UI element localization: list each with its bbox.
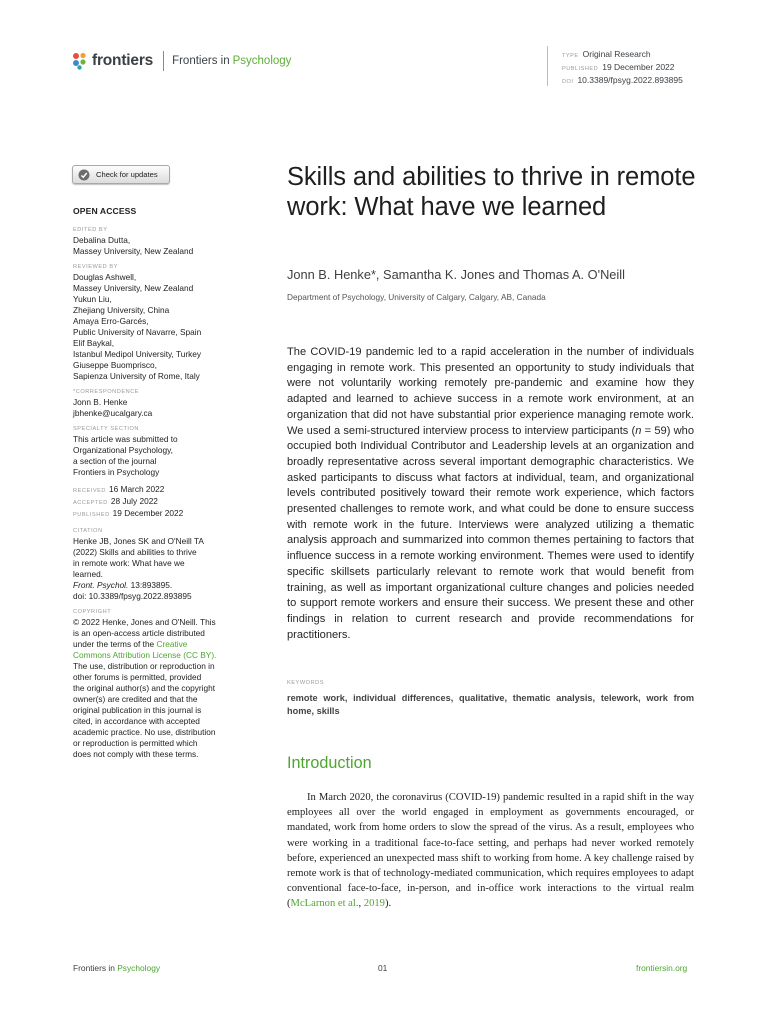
open-access-label: OPEN ACCESS xyxy=(73,206,137,216)
correspondence-section: *CORRESPONDENCE Jonn B. Henke jbhenke@ucalgary.ca xyxy=(73,388,243,419)
introduction-paragraph: In March 2020, the coronavirus (COVID-19) pandemic resulted in a rapid shift in the way employees all over the world engaged in employment as governments encouraged, or mandated, work from home orders to slow the spread of the virus. As a result, employees who were working in a traditional face-to-face setting, and perhaps had never worked remotely before, experienced an unexpected mass shift to working from home. A key challenge raised by remote work is that of technology-mediated communication, which requires employees to adapt conventional face-to-face, in-person, and in-office work interactions to the virtual realm (McLarnon et al., 2019). xyxy=(287,792,694,910)
keywords-label: KEYWORDS xyxy=(287,680,325,686)
article-sidebar xyxy=(73,206,243,760)
date-published: PUBLISHED 19 December 2022 xyxy=(73,508,184,518)
check-updates-icon xyxy=(78,169,90,181)
introduction-heading: Introduction xyxy=(287,754,372,772)
abstract: The COVID-19 pandemic led to a rapid acceleration in the number of individuals engaging in remote work. This presented an opportunity to study individuals that were not voluntarily working remotely pre-pandemic and examine how they adapted and learned to achieve success in a remote work environment, at an organization that did not have substantial prior experience managing remote work. We used a semi-structured interview process to interview participants (n = 59) who occupied both Individual Contributor and Leadership levels at an organization and broadly representative across several important demographic characteristics. We asked participants to discuss what factors at individual, team, and organizational levels contributed positively toward their remote work experience, which factors presented challenges to remote work, and what could be done to ensure success with remote work in the future. Interviews were analyzed utilizing a thematic analysis approach and summarized into common themes pertaining to factors that influence success in a remote working environment. Themes were used to identify specific skillsets particularly relevant to remote work that would benefit from training, as well as important organizational culture changes and policies needed to support remote workers and ensure their success. We present these and other findings in relation to current research and provide recommendations for practitioners. xyxy=(287,346,694,641)
author-affiliation: Department of Psychology, University of Calgary, Calgary, AB, Canada xyxy=(287,292,546,302)
check-for-updates-button[interactable] xyxy=(72,165,170,184)
journal-brand xyxy=(72,50,291,72)
frontiers-logo-icon xyxy=(72,52,88,70)
meta-published: PUBLISHED 19 December 2022 xyxy=(562,62,675,72)
article-title: Skills and abilities to thrive in remote work: What have we learned xyxy=(287,163,696,221)
edited-by-section: EDITED BY Debalina Dutta, Massey University, New Zealand xyxy=(73,227,194,256)
brand-name: frontiers xyxy=(92,52,154,69)
meta-doi: DOI 10.3389/fpsyg.2022.893895 xyxy=(562,75,683,85)
specialty-section: SPECIALTY SECTION This article was submitted to Organizational Psychology, a section of the journal Frontiers in Psychology xyxy=(73,426,178,477)
meta-type: TYPE Original Research xyxy=(562,49,651,59)
article-meta xyxy=(562,49,683,88)
footer-site-link[interactable]: frontiersin.org xyxy=(636,963,688,973)
journal-name[interactable]: Psychology xyxy=(232,55,292,67)
footer-journal: Frontiers in Psychology xyxy=(73,963,161,973)
footer-journal-link[interactable]: Psychology xyxy=(117,963,161,973)
reviewed-by-section: REVIEWED BY Douglas Ashwell, Massey University, New Zealand Yukun Liu, Zhejiang University, China Amaya Erro-Garcés, Public University of Navarre, Spain Elif Baykal, Istanbul Medipol University, Turkey Giuseppe Buomprisco, Sapienza University of Rome, Italy xyxy=(73,264,202,381)
date-received: RECEIVED 16 March 2022 xyxy=(73,484,165,494)
article-authors: Jonn B. Henke*, Samantha K. Jones and Thomas A. O'Neill xyxy=(287,267,625,282)
cc-license-link[interactable]: Creative xyxy=(156,639,188,649)
date-accepted: ACCEPTED 28 July 2022 xyxy=(73,496,158,506)
citation-section: CITATION Henke JB, Jones SK and O'Neill TA (2022) Skills and abilities to thrive in remote work: What have we learned. Front. Psychol. 13:893895. doi: 10.3389/fpsyg.2022.893895 xyxy=(73,527,243,602)
citation-link-year[interactable]: 2019 xyxy=(363,898,385,910)
cc-license-link-cont[interactable]: Commons Attribution License (CC BY). xyxy=(73,650,217,660)
brand-separator xyxy=(163,51,164,71)
meta-divider xyxy=(547,46,548,86)
page-number: 01 xyxy=(378,963,388,973)
citation-doi[interactable]: doi: 10.3389/fpsyg.2022.893895 xyxy=(73,591,192,601)
citation-link-author[interactable]: McLarnon et al. xyxy=(290,898,359,910)
journal-prefix: Frontiers in xyxy=(172,55,230,67)
copyright-section: COPYRIGHT © 2022 Henke, Jones and O'Neill. This is an open-access article distributed under the terms of the Creative Commons Attribution License (CC BY). The use, distribution or reproduction in other forums is permitted, provided the original author(s) and the copyright owner(s) are credited and that the original publication in this journal is cited, in accordance with accepted academic practice. No use, distribution or reproduction is permitted which does not comply with these terms. xyxy=(73,608,243,760)
dates-section xyxy=(73,484,243,520)
keywords: remote work, individual differences, qualitative, thematic analysis, telework, work from home, skills xyxy=(287,693,694,716)
check-updates-label: Check for updates xyxy=(96,170,158,179)
correspondence-email[interactable]: jbhenke@ucalgary.ca xyxy=(73,408,153,418)
